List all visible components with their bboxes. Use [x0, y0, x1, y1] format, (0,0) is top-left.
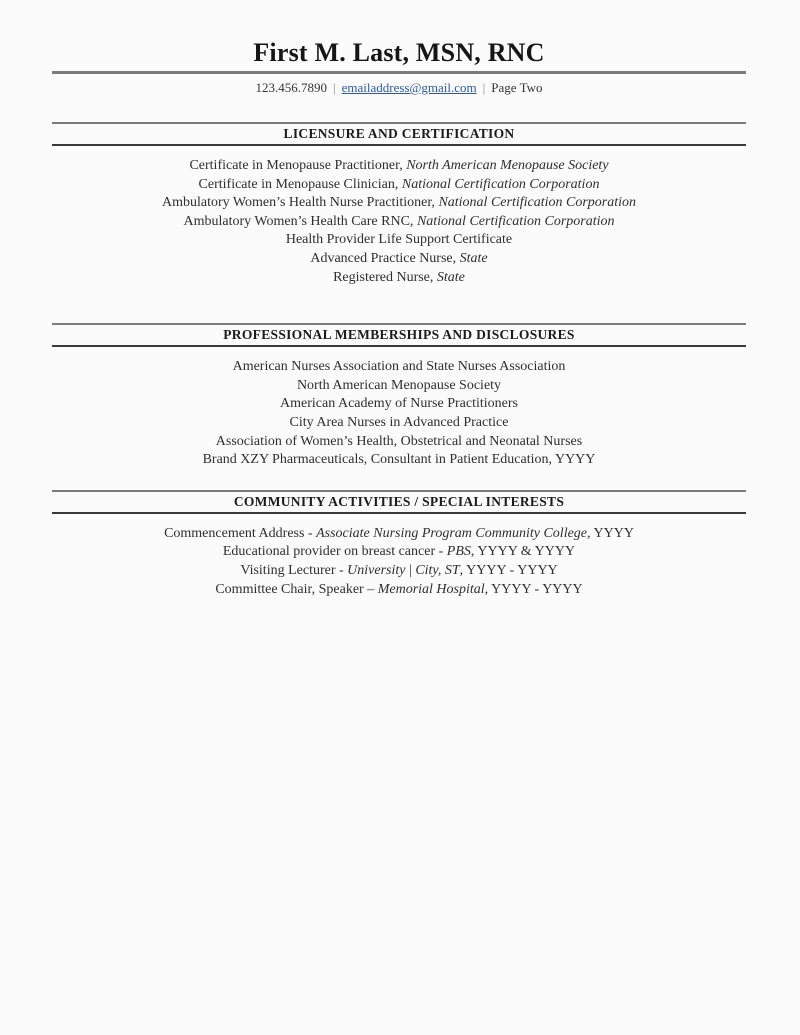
list-item: American Academy of Nurse Practitioners: [280, 396, 518, 412]
list-item: American Nurses Association and State Nurses Association: [232, 359, 566, 375]
list-item: Registered Nurse, State: [333, 269, 465, 285]
list-item: Ambulatory Women’s Health Care RNC, National Certification Corporation: [183, 213, 615, 229]
page-title: First M. Last, MSN, RNC: [253, 38, 545, 67]
email-link[interactable]: emailaddress@gmail.com: [341, 80, 477, 95]
section-community-activities-special-interests: [52, 490, 746, 599]
section-professional-memberships-and-disclosures: [52, 323, 746, 470]
section-list: [52, 347, 746, 470]
section-list: [52, 514, 746, 599]
section-heading: COMMUNITY ACTIVITIES / SPECIAL INTERESTS: [52, 490, 746, 514]
sections: [52, 122, 746, 599]
list-item: Brand XZY Pharmaceuticals, Consultant in Patient Education, YYYY: [202, 452, 596, 468]
section-licensure-and-certification: [52, 122, 746, 287]
list-item: Association of Women’s Health, Obstetrical and Neonatal Nurses: [215, 433, 583, 449]
contact-line: [52, 79, 746, 96]
section-heading: LICENSURE AND CERTIFICATION: [52, 122, 746, 146]
separator: |: [332, 80, 336, 95]
list-item: Advanced Practice Nurse, State: [310, 250, 488, 266]
list-item: Ambulatory Women’s Health Nurse Practitioner, National Certification Corporation: [161, 195, 637, 211]
list-item: Visiting Lecturer - University | City, ST, YYYY - YYYY: [240, 562, 558, 578]
list-item: Certificate in Menopause Clinician, National Certification Corporation: [198, 176, 600, 192]
separator: |: [482, 80, 486, 95]
list-item: Commencement Address - Associate Nursing Program Community College, YYYY: [164, 525, 634, 541]
list-item: Committee Chair, Speaker – Memorial Hospital, YYYY - YYYY: [215, 581, 583, 597]
phone-number: 123.456.7890: [255, 80, 327, 95]
list-item: Certificate in Menopause Practitioner, North American Menopause Society: [189, 158, 609, 173]
title-divider: [52, 71, 746, 74]
list-item: City Area Nurses in Advanced Practice: [289, 414, 509, 430]
list-item: North American Menopause Society: [296, 377, 502, 393]
section-heading: PROFESSIONAL MEMBERSHIPS AND DISCLOSURES: [52, 323, 746, 347]
section-list: [52, 146, 746, 287]
page-indicator: Page Two: [491, 80, 543, 95]
list-item: Educational provider on breast cancer - PBS, YYYY & YYYY: [222, 544, 576, 560]
page-header: [52, 38, 746, 96]
list-item: Health Provider Life Support Certificate: [285, 232, 513, 248]
